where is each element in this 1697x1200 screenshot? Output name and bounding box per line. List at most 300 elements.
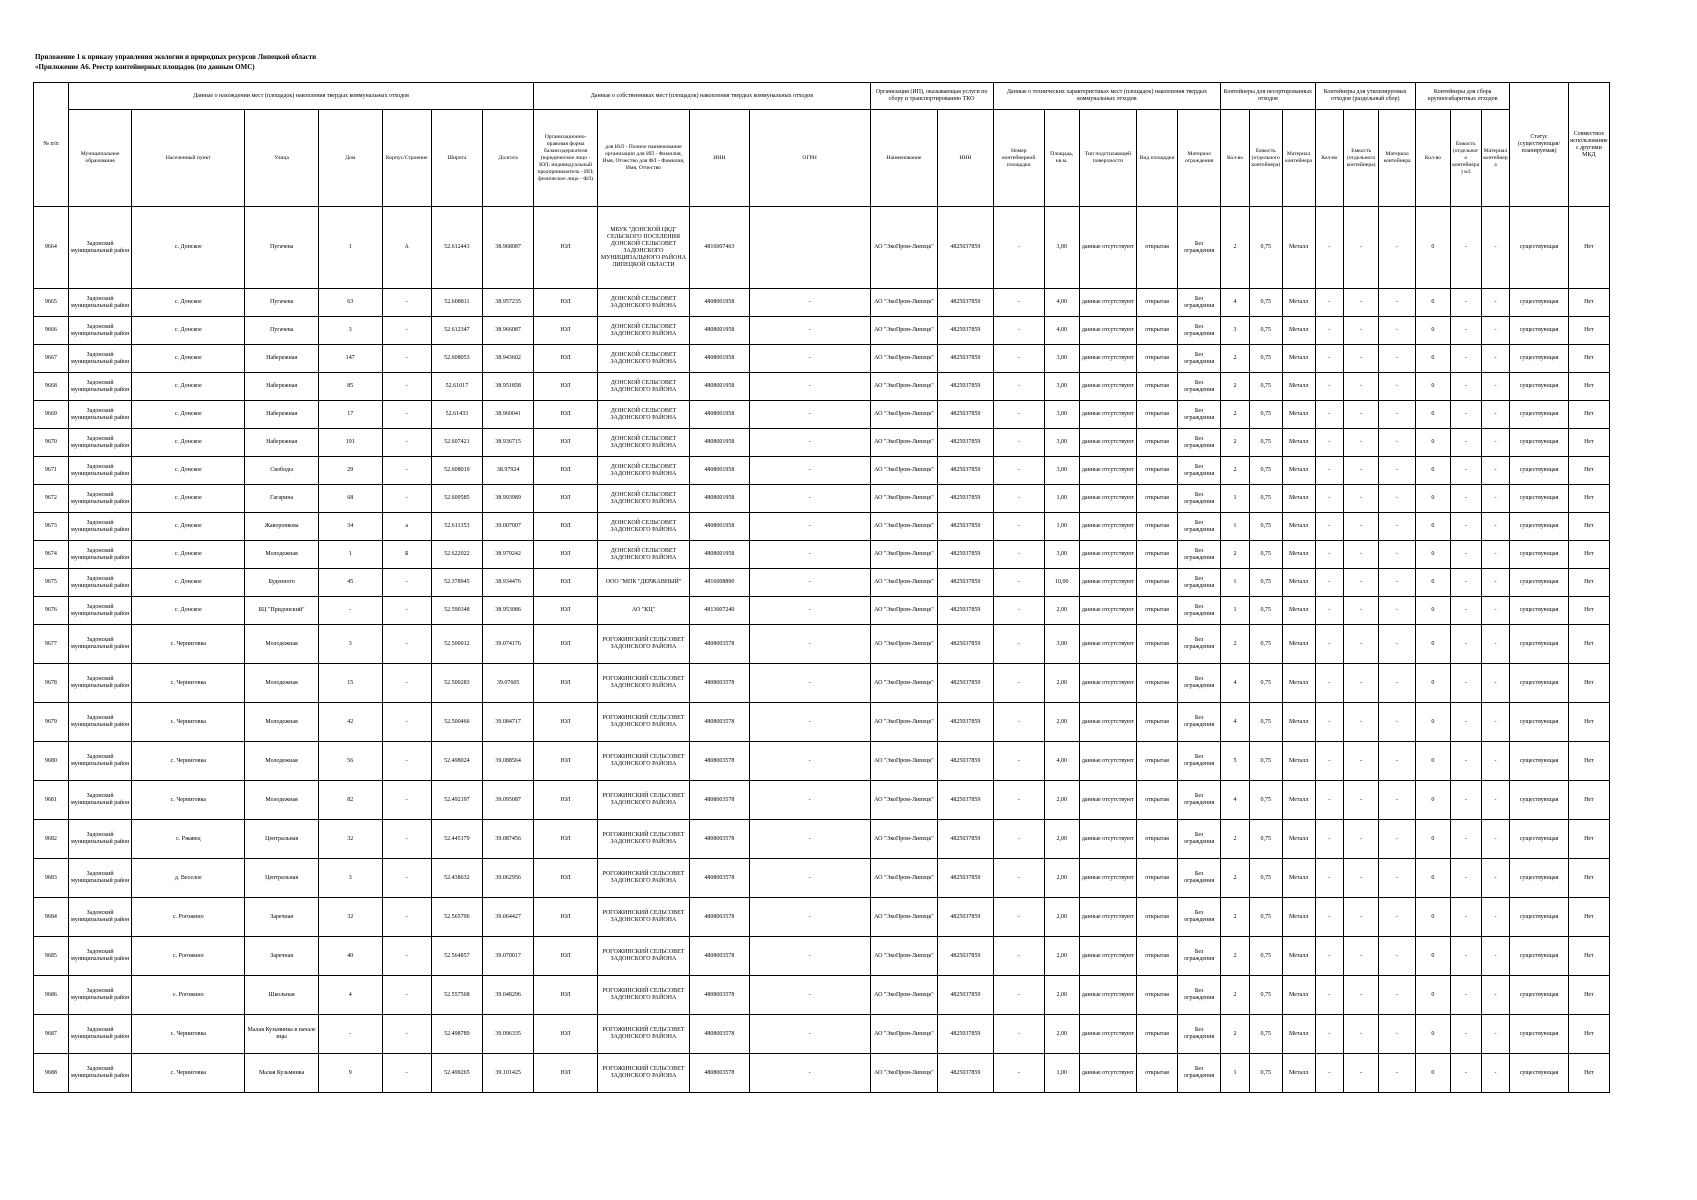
cell-fence: Без ограждения: [1178, 742, 1221, 781]
cell-surface: данные отсутствуют: [1079, 317, 1136, 345]
cell-b-cap: -: [1450, 317, 1481, 345]
cell-u-mat: Металл: [1282, 317, 1315, 345]
cell-inn: 4808003578: [690, 781, 749, 820]
cell-u-mat: Металл: [1282, 429, 1315, 457]
cell-building: -: [382, 820, 431, 859]
cell-r-qty: -: [1315, 541, 1344, 569]
cell-area: 3,00: [1044, 541, 1079, 569]
cell-shared: Нет: [1568, 937, 1609, 976]
cell-r-qty: -: [1315, 859, 1344, 898]
cell-site-type: открытая: [1137, 513, 1178, 541]
table-row: [34, 937, 1610, 976]
cell-org-name: АО "ЭкоПром-Липецк": [870, 597, 938, 625]
table-row: [34, 781, 1610, 820]
cell-r-qty: -: [1315, 207, 1344, 289]
cell-site-type: открытая: [1137, 457, 1178, 485]
cell-lon: 38.968087: [483, 207, 534, 289]
cell-building: -: [382, 781, 431, 820]
cell-inn: 4813007240: [690, 597, 749, 625]
cell-settlement: с. Черниговка: [132, 664, 245, 703]
cell-lon: 38.979242: [483, 541, 534, 569]
cell-surface: данные отсутствуют: [1079, 976, 1136, 1015]
cell-lat: 52.445179: [431, 820, 482, 859]
cell-num: 9686: [34, 976, 69, 1015]
cell-ogrn: -: [749, 597, 870, 625]
cell-owner-name: РОГОЖИНСКИЙ СЕЛЬСОВЕТ ЗАДОНСКОГО РАЙОНА: [597, 937, 689, 976]
cell-lon: 39.084717: [483, 703, 534, 742]
cell-area: 4,00: [1044, 289, 1079, 317]
cell-status: существующая: [1510, 742, 1568, 781]
cell-r-qty: -: [1315, 781, 1344, 820]
cell-settlement: с. Донское: [132, 207, 245, 289]
cell-r-mat: -: [1379, 625, 1416, 664]
cell-b-mat: -: [1481, 664, 1510, 703]
cell-u-cap: 0,75: [1249, 457, 1282, 485]
table-row: [34, 597, 1610, 625]
cell-org-inn: 4825037859: [938, 289, 993, 317]
cell-inn: 4808001958: [690, 457, 749, 485]
cell-site-type: открытая: [1137, 541, 1178, 569]
cell-r-cap: -: [1344, 937, 1379, 976]
cell-house: 56: [319, 742, 383, 781]
cell-lon: 39.095087: [483, 781, 534, 820]
cell-u-mat: Металл: [1282, 345, 1315, 373]
cell-settlement: с. Донское: [132, 317, 245, 345]
cell-site-num: -: [993, 457, 1044, 485]
cell-b-mat: -: [1481, 457, 1510, 485]
cell-area: 2,00: [1044, 976, 1079, 1015]
cell-b-mat: -: [1481, 401, 1510, 429]
cell-org-name: АО "ЭкоПром-Липецк": [870, 373, 938, 401]
cell-site-num: -: [993, 597, 1044, 625]
table-row: [34, 569, 1610, 597]
cell-site-num: -: [993, 781, 1044, 820]
cell-site-type: открытая: [1137, 317, 1178, 345]
cell-legal-form: ЮЛ: [534, 976, 598, 1015]
cell-ogrn: -: [749, 513, 870, 541]
col-org-name: Наименование: [870, 110, 938, 207]
cell-house: 34: [319, 513, 383, 541]
cell-org-name: АО "ЭкоПром-Липецк": [870, 289, 938, 317]
cell-legal-form: ЮЛ: [534, 457, 598, 485]
cell-settlement: с. Черниговка: [132, 1054, 245, 1093]
cell-ogrn: -: [749, 429, 870, 457]
cell-org-inn: 4825037859: [938, 781, 993, 820]
cell-owner-name: РОГОЖИНСКИЙ СЕЛЬСОВЕТ ЗАДОНСКОГО РАЙОНА: [597, 664, 689, 703]
cell-b-cap: -: [1450, 345, 1481, 373]
cell-inn: 4808001958: [690, 513, 749, 541]
cell-u-cap: 0,75: [1249, 781, 1282, 820]
cell-legal-form: ЮЛ: [534, 937, 598, 976]
cell-u-cap: 0,75: [1249, 742, 1282, 781]
cell-u-cap: 0,75: [1249, 625, 1282, 664]
cell-municipality: Задонский муниципальный район: [68, 401, 132, 429]
cell-b-qty: 0: [1416, 541, 1451, 569]
cell-street: Центральная: [245, 859, 319, 898]
cell-shared: Нет: [1568, 781, 1609, 820]
cell-street: Заречная: [245, 937, 319, 976]
cell-fence: Без ограждения: [1178, 317, 1221, 345]
col-u-mat: Материал контейнера: [1282, 110, 1315, 207]
cell-legal-form: ЮЛ: [534, 703, 598, 742]
cell-lat: 52.608811: [431, 289, 482, 317]
cell-lon: 38.97924: [483, 457, 534, 485]
cell-org-name: АО "ЭкоПром-Липецк": [870, 429, 938, 457]
cell-fence: Без ограждения: [1178, 937, 1221, 976]
cell-fence: Без ограждения: [1178, 597, 1221, 625]
cell-num: 9688: [34, 1054, 69, 1093]
cell-num: 9687: [34, 1015, 69, 1054]
cell-u-cap: 0,75: [1249, 513, 1282, 541]
cell-house: 45: [319, 569, 383, 597]
cell-municipality: Задонский муниципальный район: [68, 976, 132, 1015]
cell-r-mat: -: [1379, 317, 1416, 345]
cell-b-mat: -: [1481, 859, 1510, 898]
cell-building: -: [382, 1015, 431, 1054]
cell-org-name: АО "ЭкоПром-Липецк": [870, 976, 938, 1015]
cell-lon: 39.088564: [483, 742, 534, 781]
cell-area: 3,00: [1044, 373, 1079, 401]
cell-surface: данные отсутствуют: [1079, 429, 1136, 457]
cell-r-mat: -: [1379, 569, 1416, 597]
table-row: [34, 664, 1610, 703]
cell-fence: Без ограждения: [1178, 429, 1221, 457]
table-row: [34, 289, 1610, 317]
cell-house: 3: [319, 859, 383, 898]
cell-u-mat: Металл: [1282, 401, 1315, 429]
cell-surface: данные отсутствуют: [1079, 859, 1136, 898]
table-row: [34, 429, 1610, 457]
cell-r-cap: -: [1344, 1015, 1379, 1054]
cell-house: 1: [319, 207, 383, 289]
cell-surface: данные отсутствуют: [1079, 289, 1136, 317]
cell-num: 9668: [34, 373, 69, 401]
cell-site-num: -: [993, 317, 1044, 345]
table-row: [34, 513, 1610, 541]
cell-site-type: открытая: [1137, 289, 1178, 317]
cell-u-cap: 0,75: [1249, 541, 1282, 569]
cell-ogrn: [749, 207, 870, 289]
cell-municipality: Задонский муниципальный район: [68, 207, 132, 289]
cell-r-cap: -: [1344, 976, 1379, 1015]
cell-lat: 52.61433: [431, 401, 482, 429]
cell-municipality: Задонский муниципальный район: [68, 569, 132, 597]
cell-owner-name: ДОНСКОЙ СЕЛЬСОВЕТ ЗАДОНСКОГО РАЙОНА: [597, 401, 689, 429]
cell-settlement: с. Донское: [132, 401, 245, 429]
cell-inn: 4808001958: [690, 429, 749, 457]
cell-street: Пугачева: [245, 207, 319, 289]
cell-r-mat: -: [1379, 345, 1416, 373]
cell-area: 2,00: [1044, 937, 1079, 976]
cell-surface: данные отсутствуют: [1079, 781, 1136, 820]
cell-b-cap: -: [1450, 898, 1481, 937]
cell-area: 3,00: [1044, 429, 1079, 457]
cell-r-qty: -: [1315, 373, 1344, 401]
cell-u-cap: 0,75: [1249, 289, 1282, 317]
cell-legal-form: ЮЛ: [534, 401, 598, 429]
cell-r-mat: -: [1379, 703, 1416, 742]
cell-site-type: открытая: [1137, 976, 1178, 1015]
cell-org-name: АО "ЭкоПром-Липецк": [870, 485, 938, 513]
cell-site-num: -: [993, 937, 1044, 976]
cell-building: -: [382, 742, 431, 781]
col-ogrn: ОГРН: [749, 110, 870, 207]
cell-u-mat: Металл: [1282, 937, 1315, 976]
cell-org-inn: 4825037859: [938, 569, 993, 597]
cell-street: Малая Кузьминка: [245, 1054, 319, 1093]
cell-u-qty: 2: [1221, 1015, 1250, 1054]
cell-u-mat: Металл: [1282, 703, 1315, 742]
col-site-type: Вид площадки: [1137, 110, 1178, 207]
cell-street: Жаворонкова: [245, 513, 319, 541]
cell-b-mat: -: [1481, 485, 1510, 513]
cell-org-name: АО "ЭкоПром-Липецк": [870, 703, 938, 742]
cell-lat: 52.565796: [431, 898, 482, 937]
cell-lat: 52.378945: [431, 569, 482, 597]
cell-status: существующая: [1510, 664, 1568, 703]
cell-shared: Нет: [1568, 373, 1609, 401]
cell-fence: Без ограждения: [1178, 1054, 1221, 1093]
table-row: [34, 820, 1610, 859]
cell-u-cap: 0,75: [1249, 859, 1282, 898]
cell-b-qty: 0: [1416, 664, 1451, 703]
cell-r-mat: -: [1379, 859, 1416, 898]
cell-r-qty: -: [1315, 664, 1344, 703]
cell-inn: 4808001958: [690, 373, 749, 401]
header-line-1: Приложение 1 к приказу управления экологии и природных ресурсов Липецкой области: [35, 53, 317, 61]
cell-r-mat: -: [1379, 937, 1416, 976]
cell-b-qty: 0: [1416, 345, 1451, 373]
cell-b-qty: 0: [1416, 373, 1451, 401]
cell-site-num: -: [993, 569, 1044, 597]
table-row: [34, 703, 1610, 742]
cell-num: 9684: [34, 898, 69, 937]
cell-legal-form: ЮЛ: [534, 859, 598, 898]
cell-b-mat: -: [1481, 820, 1510, 859]
cell-settlement: с. Донское: [132, 485, 245, 513]
col-shared: Совместное использование с другими МКД: [1568, 83, 1609, 207]
cell-lon: 39.087456: [483, 820, 534, 859]
cell-building: -: [382, 457, 431, 485]
cell-lat: 52.500012: [431, 625, 482, 664]
cell-inn: 4808001958: [690, 485, 749, 513]
cell-u-qty: 2: [1221, 541, 1250, 569]
cell-org-inn: 4825037859: [938, 820, 993, 859]
cell-b-cap: -: [1450, 703, 1481, 742]
cell-house: 17: [319, 401, 383, 429]
cell-inn: 4808003578: [690, 664, 749, 703]
cell-lon: 38.936715: [483, 429, 534, 457]
cell-status: существующая: [1510, 898, 1568, 937]
cell-org-inn: 4825037859: [938, 541, 993, 569]
cell-lon: 38.957235: [483, 289, 534, 317]
cell-house: 85: [319, 373, 383, 401]
cell-org-inn: 4825037859: [938, 625, 993, 664]
cell-org-name: АО "ЭкоПром-Липецк": [870, 207, 938, 289]
cell-street: Буденного: [245, 569, 319, 597]
cell-street: Молодежная: [245, 625, 319, 664]
cell-r-qty: -: [1315, 401, 1344, 429]
cell-u-mat: Металл: [1282, 664, 1315, 703]
cell-site-type: открытая: [1137, 1054, 1178, 1093]
cell-u-qty: 2: [1221, 625, 1250, 664]
cell-r-qty: -: [1315, 898, 1344, 937]
cell-org-name: АО "ЭкоПром-Липецк": [870, 1015, 938, 1054]
cell-inn: 4808003578: [690, 820, 749, 859]
cell-status: существующая: [1510, 457, 1568, 485]
cell-u-mat: Металл: [1282, 859, 1315, 898]
cell-settlement: с. Рогожино: [132, 898, 245, 937]
cell-area: 2,00: [1044, 820, 1079, 859]
col-org-inn: ИНН: [938, 110, 993, 207]
cell-inn: 4808003578: [690, 1015, 749, 1054]
cell-lon: 38.934476: [483, 569, 534, 597]
table-row: [34, 207, 1610, 289]
cell-r-mat: -: [1379, 401, 1416, 429]
col-municipality: Муниципальное образование: [68, 110, 132, 207]
cell-ogrn: -: [749, 457, 870, 485]
cell-settlement: с. Черниговка: [132, 703, 245, 742]
cell-lat: 52.492197: [431, 781, 482, 820]
cell-site-type: открытая: [1137, 820, 1178, 859]
cell-building: а: [382, 513, 431, 541]
cell-num: 9681: [34, 781, 69, 820]
cell-shared: Нет: [1568, 625, 1609, 664]
cell-b-cap: -: [1450, 207, 1481, 289]
registry-table: [33, 82, 1610, 1093]
cell-b-mat: -: [1481, 345, 1510, 373]
cell-surface: данные отсутствуют: [1079, 625, 1136, 664]
cell-site-num: -: [993, 898, 1044, 937]
cell-b-qty: 0: [1416, 513, 1451, 541]
table-row: [34, 401, 1610, 429]
cell-b-qty: 0: [1416, 401, 1451, 429]
col-street: Улица: [245, 110, 319, 207]
cell-r-cap: -: [1344, 513, 1379, 541]
cell-status: существующая: [1510, 781, 1568, 820]
cell-settlement: с. Донское: [132, 457, 245, 485]
table-row: [34, 625, 1610, 664]
cell-org-inn: 4825037859: [938, 898, 993, 937]
col-r-qty: Кол-во: [1315, 110, 1344, 207]
cell-status: существующая: [1510, 1054, 1568, 1093]
cell-u-mat: Металл: [1282, 457, 1315, 485]
cell-legal-form: ЮЛ: [534, 1054, 598, 1093]
cell-u-cap: 0,75: [1249, 820, 1282, 859]
cell-area: 2,00: [1044, 859, 1079, 898]
cell-u-qty: 2: [1221, 820, 1250, 859]
cell-ogrn: -: [749, 541, 870, 569]
cell-status: существующая: [1510, 429, 1568, 457]
cell-r-mat: -: [1379, 820, 1416, 859]
cell-area: 1,00: [1044, 513, 1079, 541]
col-fence: Материал ограждения: [1178, 110, 1221, 207]
cell-lat: 52.607421: [431, 429, 482, 457]
cell-b-mat: -: [1481, 1054, 1510, 1093]
cell-municipality: Задонский муниципальный район: [68, 820, 132, 859]
cell-municipality: Задонский муниципальный район: [68, 373, 132, 401]
cell-site-type: открытая: [1137, 345, 1178, 373]
cell-r-cap: -: [1344, 317, 1379, 345]
cell-u-mat: Металл: [1282, 513, 1315, 541]
cell-u-cap: 0,75: [1249, 485, 1282, 513]
cell-area: 3,00: [1044, 401, 1079, 429]
cell-lon: 38.993989: [483, 485, 534, 513]
cell-lat: 52.498789: [431, 1015, 482, 1054]
cell-r-cap: -: [1344, 820, 1379, 859]
col-b-mat: Материал контейнера: [1481, 110, 1510, 207]
group-owner: Данные о собственниках мест (площадок) накопления твердых коммунальных отходов: [534, 83, 870, 110]
cell-r-qty: -: [1315, 820, 1344, 859]
cell-status: существующая: [1510, 597, 1568, 625]
cell-settlement: с. Донское: [132, 345, 245, 373]
cell-r-qty: -: [1315, 429, 1344, 457]
cell-lon: 38.960041: [483, 401, 534, 429]
cell-municipality: Задонский муниципальный район: [68, 742, 132, 781]
cell-shared: Нет: [1568, 513, 1609, 541]
cell-fence: Без ограждения: [1178, 513, 1221, 541]
cell-municipality: Задонский муниципальный район: [68, 859, 132, 898]
cell-area: 3,00: [1044, 207, 1079, 289]
cell-shared: Нет: [1568, 541, 1609, 569]
cell-u-mat: Металл: [1282, 485, 1315, 513]
cell-site-type: открытая: [1137, 485, 1178, 513]
cell-u-qty: 1: [1221, 1054, 1250, 1093]
cell-area: 2,00: [1044, 703, 1079, 742]
cell-u-cap: 0,75: [1249, 345, 1282, 373]
cell-b-qty: 0: [1416, 742, 1451, 781]
cell-shared: Нет: [1568, 859, 1609, 898]
cell-site-type: открытая: [1137, 742, 1178, 781]
cell-street: Молодежная: [245, 742, 319, 781]
cell-u-cap: 0,75: [1249, 401, 1282, 429]
cell-u-cap: 0,75: [1249, 317, 1282, 345]
cell-owner-name: ДОНСКОЙ СЕЛЬСОВЕТ ЗАДОНСКОГО РАЙОНА: [597, 457, 689, 485]
cell-house: 3: [319, 625, 383, 664]
cell-b-cap: -: [1450, 485, 1481, 513]
cell-ogrn: -: [749, 703, 870, 742]
cell-status: существующая: [1510, 820, 1568, 859]
cell-street: Молодежная: [245, 541, 319, 569]
cell-num: 9669: [34, 401, 69, 429]
col-surface: Тип подстилающей поверхности: [1079, 110, 1136, 207]
cell-building: -: [382, 429, 431, 457]
cell-b-cap: -: [1450, 859, 1481, 898]
cell-building: Б: [382, 541, 431, 569]
cell-status: существующая: [1510, 485, 1568, 513]
cell-status: существующая: [1510, 976, 1568, 1015]
cell-u-qty: 3: [1221, 317, 1250, 345]
cell-inn: 4816008890: [690, 569, 749, 597]
cell-building: -: [382, 289, 431, 317]
cell-r-cap: -: [1344, 664, 1379, 703]
cell-u-mat: Металл: [1282, 976, 1315, 1015]
cell-surface: данные отсутствуют: [1079, 569, 1136, 597]
cell-r-cap: -: [1344, 345, 1379, 373]
cell-lon: 39.070017: [483, 937, 534, 976]
cell-u-qty: 1: [1221, 513, 1250, 541]
cell-lon: 39.062956: [483, 859, 534, 898]
cell-b-qty: 0: [1416, 569, 1451, 597]
cell-area: 3,00: [1044, 457, 1079, 485]
cell-r-cap: -: [1344, 625, 1379, 664]
group-bulky: Контейнеры для сбора крупногабаритных отходов: [1416, 83, 1510, 110]
cell-num: 9671: [34, 457, 69, 485]
cell-legal-form: ЮЛ: [534, 820, 598, 859]
cell-surface: данные отсутствуют: [1079, 742, 1136, 781]
cell-b-cap: -: [1450, 781, 1481, 820]
cell-org-name: АО "ЭкоПром-Липецк": [870, 781, 938, 820]
